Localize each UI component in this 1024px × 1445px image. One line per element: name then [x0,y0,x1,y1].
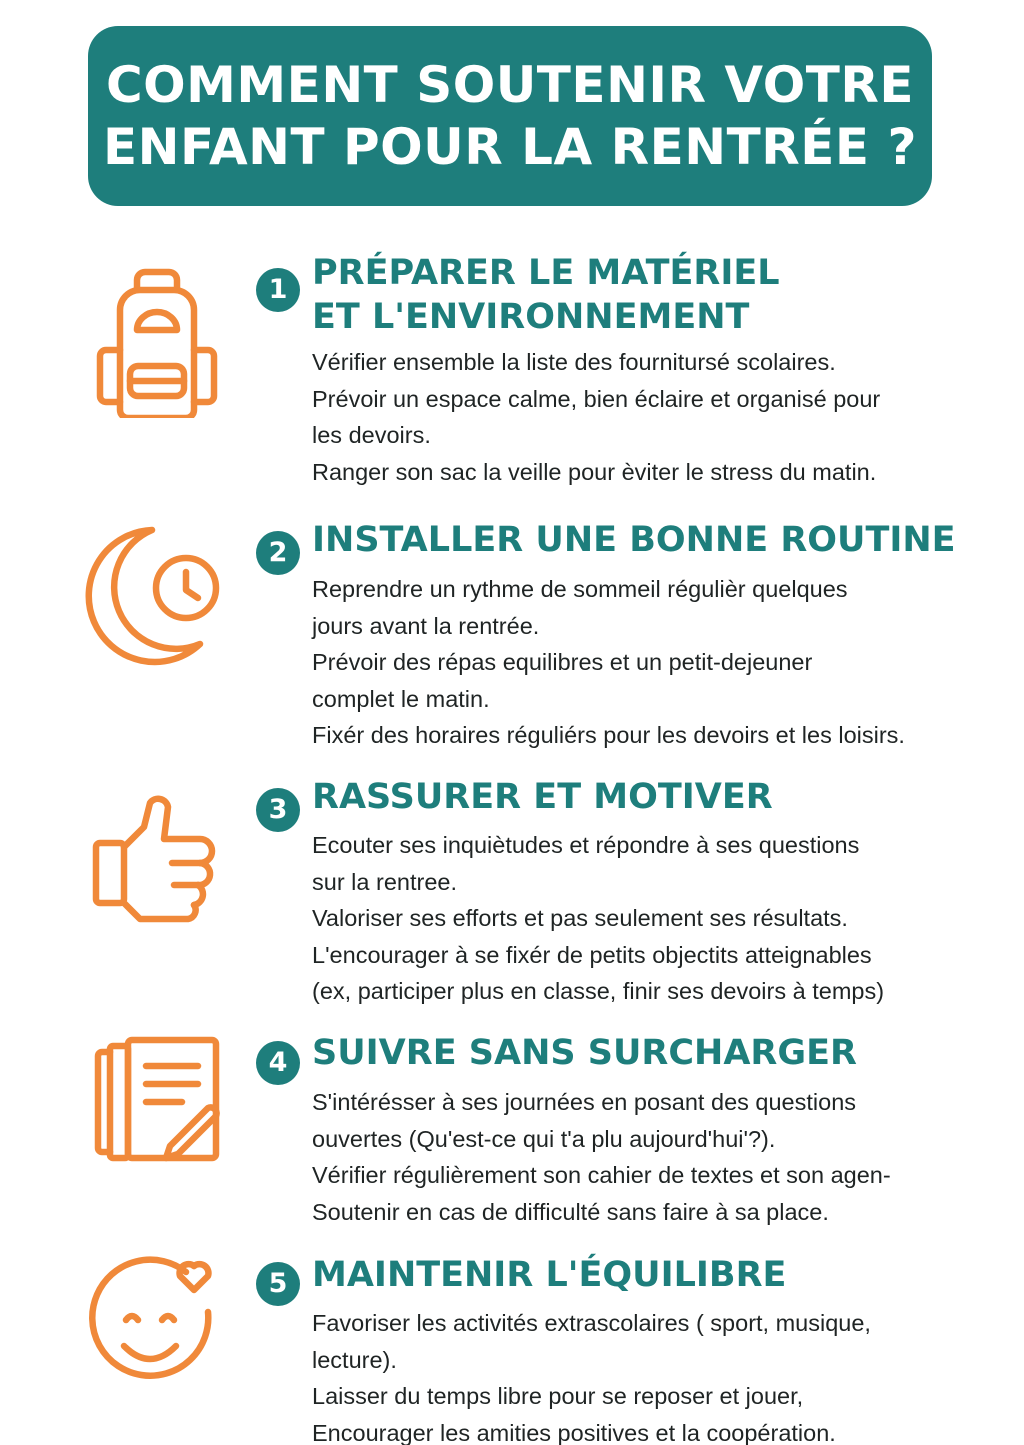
page-title-line-1: COMMENT SOUTENIR VOTRE [105,56,915,114]
notebook-pen-icon [82,1032,232,1182]
section-2-line-2: jours avant la rentrée. [312,612,540,639]
header-banner [88,26,932,206]
section-3-line-2: sur la rentree. [312,868,457,895]
section-2-title: INSTALLER UNE BONNE ROUTINE [312,520,956,560]
section-5-line-4: Encourager les amities positives et la coopération. [312,1419,836,1445]
section-3-line-1: Ecouter ses inquiètudes et répondre à ses questions [312,832,860,858]
section-3-line-5: (ex, participer plus en classe, finir ses devoirs à temps) [312,978,885,1004]
section-5-line-1: Favoriser les activités extrascolaires ( sport, musique, [312,1310,871,1336]
thumbs-up-icon [82,785,232,935]
backpack-icon [82,268,232,418]
section-2-line-4: complet le matin. [312,685,490,712]
section-4-line-1: S'intérésser à ses journées en posant des questions [312,1089,857,1115]
section-1-title-line-2: ET L'ENVIRONNEMENT [312,297,750,337]
section-1-title-line-1: PRÉPARER LE MATÉRIEL [312,253,780,293]
section-4-title: SUIVRE SANS SURCHARGER [312,1033,857,1073]
step-number-5: 5 [256,1262,300,1306]
section-2-line-3: Prévoir des répas equilibres et un petit-dejeuner [312,649,813,675]
section-1-line-2: Prévoir un espace calme, bien éclaire et organisé pour [312,385,881,412]
step-number-1: 1 [256,268,300,312]
step-number-4: 4 [256,1041,300,1085]
section-1-line-3: les devoirs. [312,422,431,448]
section-3-title: RASSURER ET MOTIVER [312,777,773,817]
section-3-line-4: L'encourager à se fixér de petits objectits atteignables [312,941,872,968]
page-title-line-2: ENFANT POUR LA RENTRÉE ? [103,118,917,176]
section-4-line-2: ouvertes (Qu'est-ce qui t'a plu aujourd'hui'?). [312,1125,776,1152]
section-5-title: MAINTENIR L'ÉQUILIBRE [312,1255,787,1295]
section-3-line-3: Valoriser ses efforts et pas seulement ses résultats. [312,905,848,931]
step-number-2: 2 [256,531,300,575]
section-4-body [312,1084,1012,1230]
section-2-body [312,571,1012,754]
section-1-body [312,344,1012,490]
section-2-line-5: Fixér des horaires réguliérs pour les devoirs et les loisirs. [312,722,905,748]
smiley-heart-icon [82,1250,232,1400]
section-4-line-3: Vérifier régulièrement son cahier de textes et son agen- [312,1162,891,1188]
section-4-line-4: Soutenir en cas de difficulté sans faire à sa place. [312,1198,829,1225]
section-2-line-1: Reprendre un rythme de sommeil régulièr quelques [312,576,848,602]
section-5-line-3: Laisser du temps libre pour se reposer et jouer, [312,1383,804,1409]
section-5-body [312,1305,1012,1445]
section-1-line-1: Vérifier ensemble la liste des fournitursé scolaires. [312,349,836,375]
step-number-3: 3 [256,788,300,832]
section-5-line-2: lecture). [312,1346,397,1373]
section-1-line-4: Ranger son sac la veille pour èviter le stress du matin. [312,458,877,485]
moon-clock-icon [82,522,232,672]
section-3-body [312,827,1012,1010]
